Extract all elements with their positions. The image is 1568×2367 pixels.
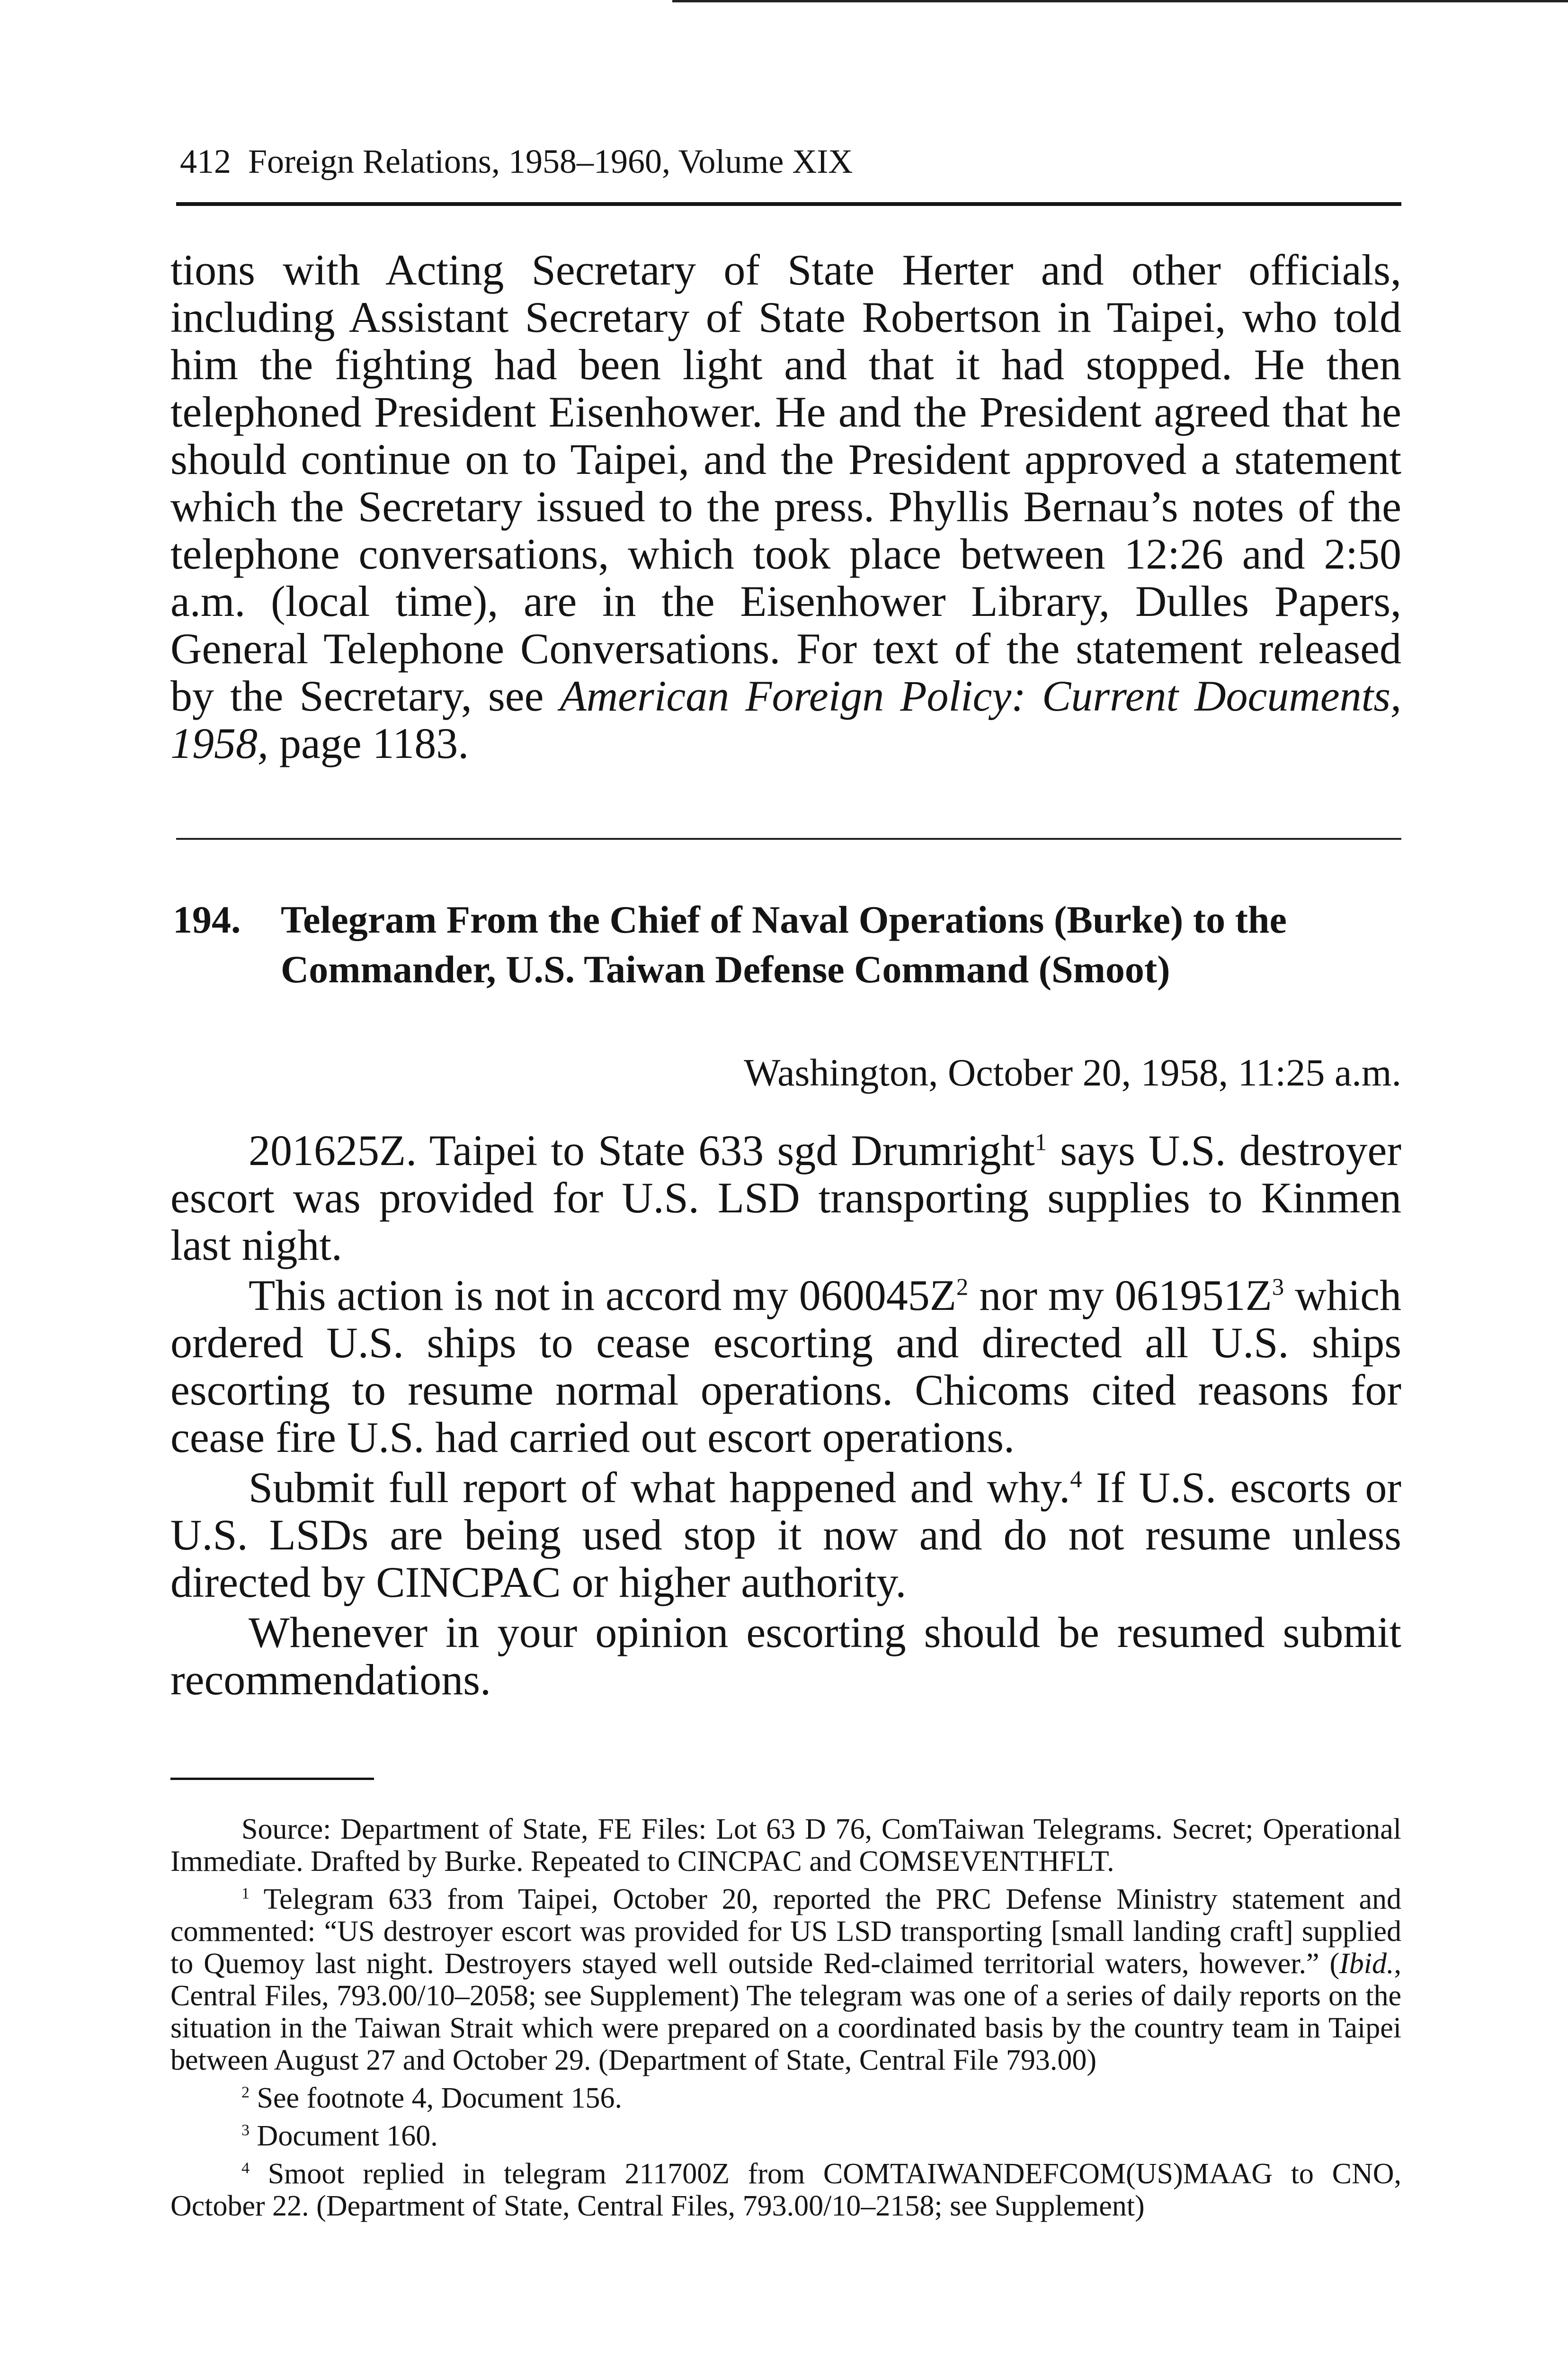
document-number: 194. <box>173 898 241 941</box>
telegram-body <box>170 1127 1401 1706</box>
document-title: Telegram From the Chief of Naval Operations (Burke) to the Commander, U.S. Taiwan Defense Command (Smoot) <box>281 898 1287 991</box>
footnote-mark: 2 <box>241 2083 250 2101</box>
footnote-mark: 3 <box>241 2121 250 2139</box>
footnote-2 <box>170 2082 1401 2114</box>
document-heading <box>173 895 1404 994</box>
carryover-text-end: page 1183. <box>268 719 469 767</box>
text-run: Submit full report of what happened and why. <box>249 1463 1070 1512</box>
page-number: 412 <box>180 142 231 180</box>
footnote-mark: 4 <box>241 2159 250 2177</box>
footnote-rule <box>170 1778 374 1780</box>
text-run: See footnote 4, Document 156. <box>249 2082 622 2114</box>
carryover-paragraph <box>170 246 1401 767</box>
footnote-4 <box>170 2158 1401 2222</box>
source-note: Source: Department of State, FE Files: Lot 63 D 76, ComTaiwan Telegrams. Secret; Operational Immediate. Drafted by Burke. Repeated to CINCPAC and COMSEVENTHFLT. <box>170 1813 1401 1878</box>
text-run: Document 160. <box>249 2120 438 2152</box>
carryover-text: tions with Acting Secretary of State Herter and other officials, including Assistant Secretary of State Robertson in Taipei, who told him the fighting had been light and that it had stopped. He then telephoned President Eisenhower. He and the President agreed that he should continue on to Taipei, and the President approved a statement which the Secretary issued to the press. Phyllis Bernau’s notes of the telephone conversations, which took place between 12:26 and 2:50 a.m. (local time), are in the Eisenhower Library, Dulles Papers, General Telephone Conversations. For text of the statement released by the Secretary, see <box>170 246 1401 720</box>
telegram-paragraph <box>170 1464 1401 1606</box>
text-run: Telegram 633 from Taipei, October 20, reported the PRC Defense Ministry statement and commented: “US destroyer escort was provided for US LSD transporting [small landing craft] supplied to Quemoy last night. Destroyers stayed well outside Red-claimed territorial waters, however.” ( <box>170 1883 1401 1980</box>
footnote-3 <box>170 2120 1401 2152</box>
footnote-ref: 2 <box>956 1273 969 1300</box>
footnote-1 <box>170 1883 1401 2076</box>
text-run: Ibid. <box>1339 1948 1394 1980</box>
telegram-paragraph: Whenever in your opinion escorting should be resumed submit recommendations. <box>170 1608 1401 1704</box>
text-run: which ordered U.S. ships to cease escorting and directed all U.S. ships escorting to resume normal operations. Chicoms cited reasons for cease fire U.S. had carried out escort operations. <box>170 1271 1401 1461</box>
text-run: If U.S. escorts or U.S. LSDs are being used stop it now and do not resume unless directed by CINCPAC or higher authority. <box>170 1463 1401 1606</box>
publication-title: American Foreign Policy: Current Documents, 1958, <box>170 672 1401 767</box>
footnotes <box>170 1813 1401 2228</box>
running-header <box>180 144 853 178</box>
footnote-mark: 1 <box>241 1885 250 1903</box>
footnote-ref: 4 <box>1070 1466 1082 1493</box>
footnote-ref: 1 <box>1034 1129 1047 1156</box>
document-separator-rule <box>176 838 1401 840</box>
text-run: This action is not in accord my 060045Z <box>249 1271 956 1319</box>
top-edge-line <box>672 0 1568 2</box>
text-run: nor my 061951Z <box>968 1271 1272 1319</box>
text-run: 201625Z. Taipei to State 633 sgd Drumright <box>249 1126 1035 1175</box>
header-rule <box>176 202 1401 206</box>
text-run: says U.S. destroyer escort was provided for U.S. LSD transporting supplies to Kinmen last night. <box>170 1126 1402 1269</box>
text-run: Smoot replied in telegram 211700Z from COMTAIWANDEFCOM(US)MAAG to CNO, October 22. (Department of State, Central Files, 793.00/10–2158; see Supplement) <box>170 2158 1401 2222</box>
telegram-paragraph <box>170 1272 1401 1461</box>
running-title: Foreign Relations, 1958–1960, Volume XIX <box>248 142 853 180</box>
telegram-paragraph <box>170 1127 1401 1269</box>
dateline: Washington, October 20, 1958, 11:25 a.m. <box>744 1051 1401 1094</box>
footnote-ref: 3 <box>1272 1273 1284 1300</box>
text-run: , Central Files, 793.00/10–2058; see Supplement) The telegram was one of a series of daily reports on the situation in the Taiwan Strait which were prepared on a coordinated basis by the country team in Taipei between August 27 and October 29. (Department of State, Central File 793.00) <box>170 1948 1401 2076</box>
